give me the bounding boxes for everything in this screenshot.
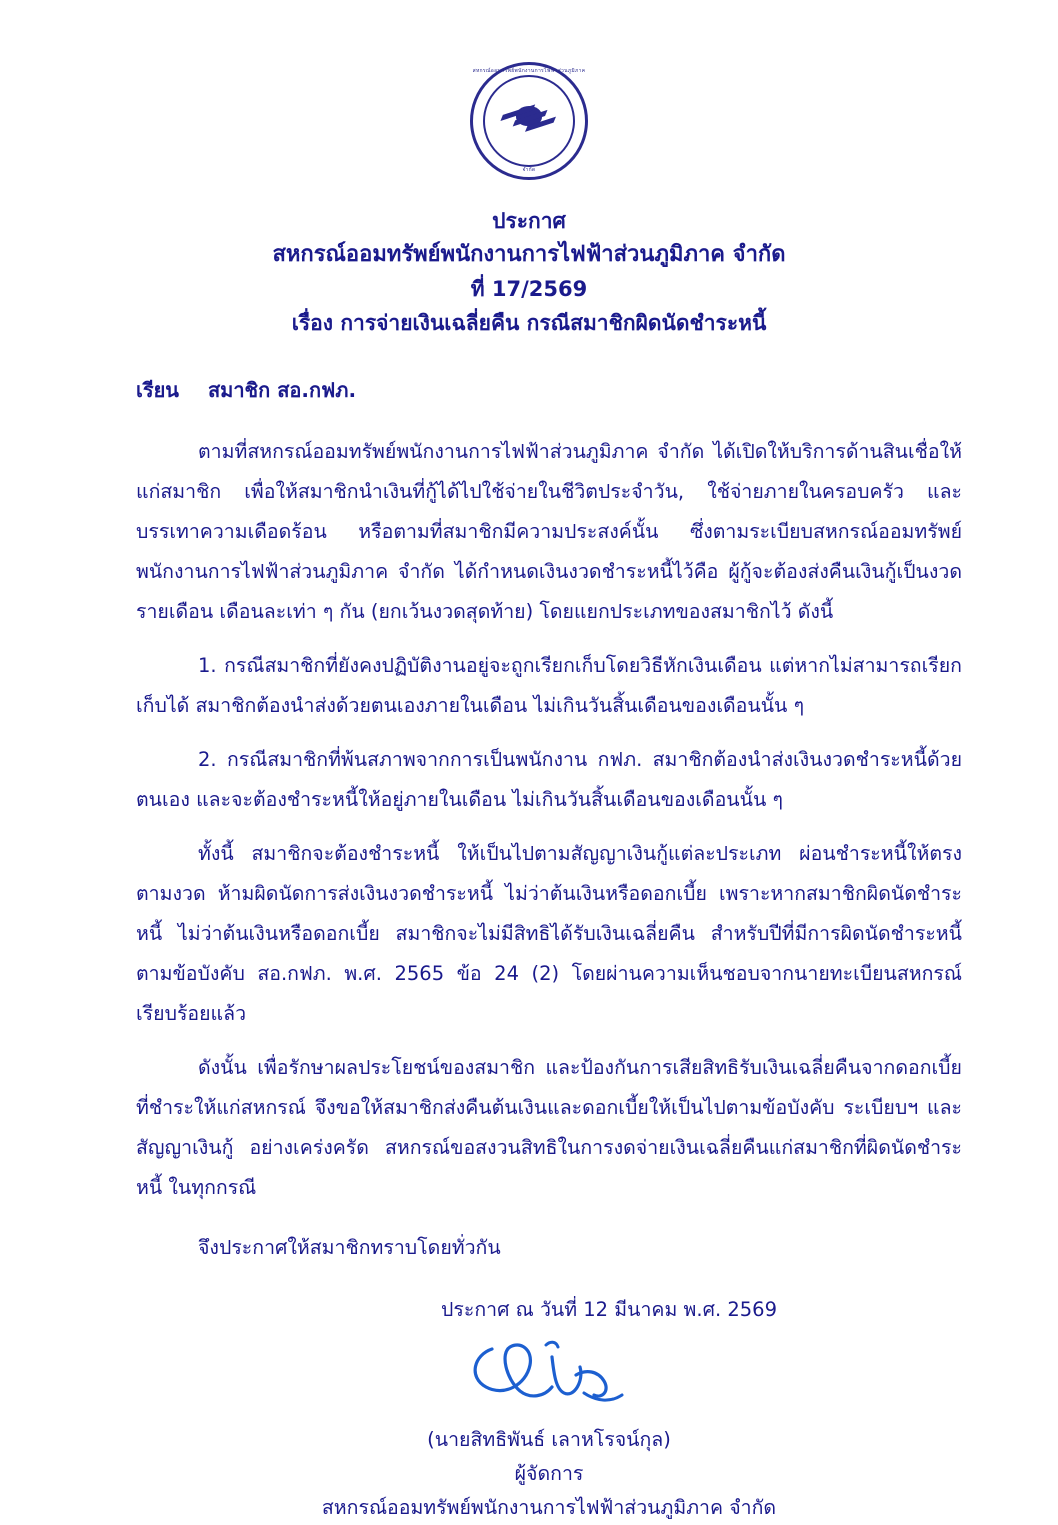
signature-block [136, 1331, 962, 1525]
paragraph-item-2: 2. กรณีสมาชิกที่พ้นสภาพจากการเป็นพนักงาน กฟภ. สมาชิกต้องนำส่งเงินงวดชำระหนี้ด้วยตนเอง และจะต้องชำระหนี้ให้อยู่ภายในเดือน ไม่เกินวันสิ้นเดือนของเดือนนั้น ๆ [136, 748, 962, 811]
salutation-recipient: สมาชิก สอ.กฟภ. [207, 378, 357, 402]
announcement-date: ประกาศ ณ วันที่ 12 มีนาคม พ.ศ. 2569 [441, 1298, 777, 1321]
salutation-label: เรียน [136, 378, 179, 402]
paragraph-closing: จึงประกาศให้สมาชิกทราบโดยทั่วกัน [198, 1236, 501, 1259]
signer-organization: สหกรณ์ออมทรัพย์พนักงานการไฟฟ้าส่วนภูมิภาค จำกัด [321, 1496, 777, 1519]
paragraph-conditions: ทั้งนี้ สมาชิกจะต้องชำระหนี้ ให้เป็นไปตามสัญญาเงินกู้แต่ละประเภท ผ่อนชำระหนี้ให้ตรงตามงวด ห้ามผิดนัดการส่งเงินงวดชำระหนี้ ไม่ว่าต้นเงินหรือดอกเบี้ย เพราะหากสมาชิกผิดนัดชำระหนี้ ไม่ว่าต้นเงินหรือดอกเบี้ย สมาชิกจะไม่มีสิทธิได้รับเงินเฉลี่ยคืน สำหรับปีที่มีการผิดนัดชำระหนี้ ตามข้อบังคับ สอ.กฟภ. พ.ศ. 2565 ข้อ 24 (2) โดยผ่านความเห็นชอบจากนายทะเบียนสหกรณ์เรียบร้อยแล้ว [136, 842, 962, 1025]
page-title: ประกาศ [492, 209, 566, 233]
organization-name: สหกรณ์ออมทรัพย์พนักงานการไฟฟ้าส่วนภูมิภาค จำกัด [272, 242, 786, 267]
paragraph-item-1: 1. กรณีสมาชิกที่ยังคงปฏิบัติงานอยู่จะถูกเรียกเก็บโดยวิธีหักเงินเดือน แต่หากไม่สามารถเรียกเก็บได้ สมาชิกต้องนำส่งด้วยตนเองภายในเดือน ไม่เกินวันสิ้นเดือนของเดือนนั้น ๆ [136, 654, 962, 717]
emblem-container [0, 0, 1058, 180]
paragraph-conclusion: ดังนั้น เพื่อรักษาผลประโยชน์ของสมาชิก และป้องกันการเสียสิทธิรับเงินเฉลี่ยคืนจากดอกเบี้ยที่ชำระให้แก่สหกรณ์ จึงขอให้สมาชิกส่งคืนต้นเงินและดอกเบี้ยให้เป็นไปตามข้อบังคับ ระเบียบฯ และสัญญาเงินกู้ อย่างเคร่งครัด สหกรณ์ขอสงวนสิทธิในการงดจ่ายเงินเฉลี่ยคืนแก่สมาชิกที่ผิดนัดชำระหนี้ ในทุกกรณี [136, 1056, 962, 1199]
paragraph-intro: ตามที่สหกรณ์ออมทรัพย์พนักงานการไฟฟ้าส่วนภูมิภาค จำกัด ได้เปิดให้บริการด้านสินเชื่อให้แก่สมาชิก เพื่อให้สมาชิกนำเงินที่กู้ได้ไปใช้จ่ายในชีวิตประจำวัน, ใช้จ่ายภายในครอบครัว และบรรเทาความเดือดร้อน หรือตามที่สมาชิกมีความประสงค์นั้น ซึ่งตามระเบียบสหกรณ์ออมทรัพย์พนักงานการไฟฟ้าส่วนภูมิภาค จำกัด ได้กำหนดเงินงวดชำระหนี้ไว้คือ ผู้กู้จะต้องส่งคืนเงินกู้เป็นงวดรายเดือน เดือนละเท่า ๆ กัน (ยกเว้นงวดสุดท้าย) โดยแยกประเภทของสมาชิกไว้ ดังนี้ [136, 440, 962, 623]
announcement-number: ที่ 17/2569 [470, 277, 588, 301]
emblem-bottom-text: จำกัด [522, 167, 536, 173]
document-header [0, 204, 1058, 340]
emblem-lightning-icon [500, 96, 559, 141]
signer-title: ผู้จัดการ [514, 1462, 584, 1485]
emblem-top-text: สหกรณ์ออมทรัพย์พนักงานการไฟฟ้าส่วนภูมิภาค [472, 68, 586, 74]
signature-mark [136, 1331, 962, 1423]
emblem-core [492, 84, 566, 158]
document-body [0, 432, 1058, 1525]
cooperative-emblem-icon [470, 62, 588, 180]
signer-name: (นายสิทธิพันธ์ เลาหโรจน์กุล) [427, 1428, 671, 1451]
announcement-subject: เรื่อง การจ่ายเงินเฉลี่ยคืน กรณีสมาชิกผิดนัดชำระหนี้ [291, 311, 767, 335]
salutation [0, 374, 1058, 406]
